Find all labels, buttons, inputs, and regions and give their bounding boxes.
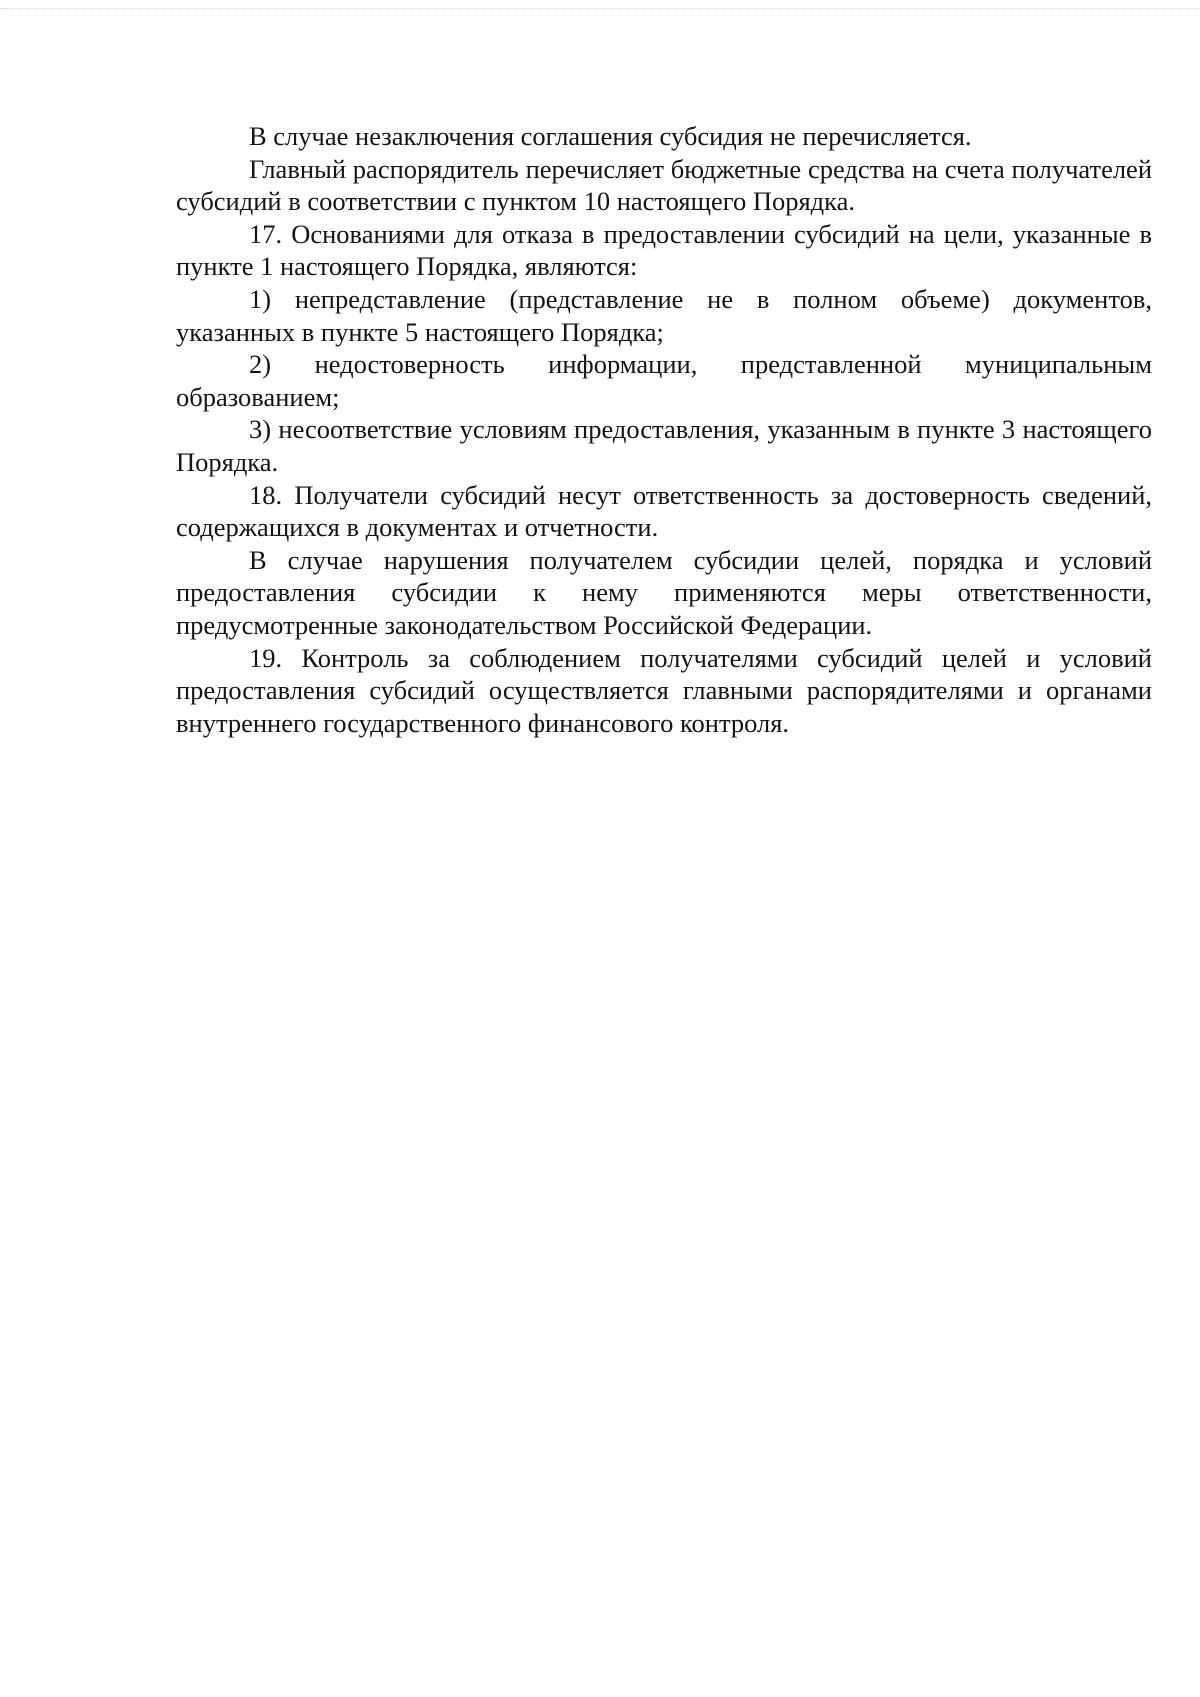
- paragraph-17-refusal-grounds: 17. Основаниями для отказа в предоставлении субсидий на цели, указанные в пункте 1 настоящего Порядка, являются:: [176, 218, 1152, 282]
- document-body: [176, 120, 1152, 739]
- list-item-3-conditions-mismatch: 3) несоответствие условиям предоставления, указанным в пункте 3 настоящего Порядка.: [176, 414, 1152, 477]
- paragraph-violation-measures: В случае нарушения получателем субсидии целей, порядка и условий предоставления субсидии к нему применяются меры ответственности, предусмотренные законодательством Российской Федерации.: [176, 544, 1152, 640]
- paragraph-18-responsibility: 18. Получатели субсидий несут ответственность за достоверность сведений, содержащихся в документах и отчетности.: [176, 479, 1152, 543]
- paragraph-19-control: 19. Контроль за соблюдением получателями субсидий целей и условий предоставления субсидий осуществляется главными распорядителями и органами внутреннего государственного финансового контроля.: [176, 642, 1152, 738]
- paragraph-funds-transfer: Главный распорядитель перечисляет бюджетные средства на счета получателей субсидий в соответствии с пунктом 10 настоящего Порядка.: [176, 153, 1152, 217]
- list-item-1-documents-not-submitted: 1) непредставление (представление не в полном объеме) документов, указанных в пункте 5 настоящего Порядка;: [176, 283, 1152, 347]
- scan-edge-line: [0, 8, 1200, 9]
- list-item-2-unreliable-information: 2) недостоверность информации, представленной муниципальным образованием;: [176, 349, 1152, 412]
- paragraph-agreement-not-concluded: В случае незаключения соглашения субсидия не перечисляется.: [249, 121, 972, 151]
